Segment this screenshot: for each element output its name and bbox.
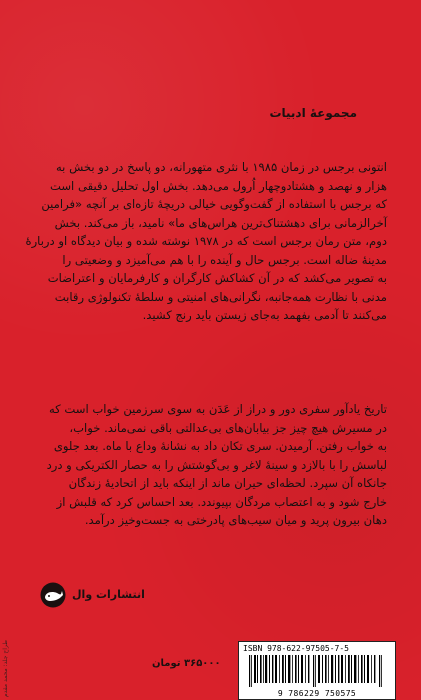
publisher-logo [40, 582, 180, 608]
barcode-digits: 9 786229 750575 [277, 689, 357, 698]
synopsis-paragraph [25, 158, 387, 325]
synopsis-line: به تصویر می‌کشد که در آن کشاکش کارگران و کارفرمایان و اعتراضات [47, 271, 387, 285]
excerpt-line: لباسش را با بالازد و سینهٔ لاغر و بی‌گوشتش را به حصار الکتریکی و درد [46, 457, 387, 472]
barcode-bars [247, 655, 387, 687]
excerpt-line: جانکاه آن سپرد. لحظه‌ای حیران ماند از اینکه باید از اتحادیهٔ زندگان [68, 476, 387, 490]
synopsis-line: می‌کنند تا آدمی بفهمد به‌جای زیستن باید رنج کشید. [142, 308, 387, 322]
synopsis-line: انتونی برجس در زمان ۱۹۸۵ با نثری متهورانه، دو پاسخ در دو بخش به [55, 160, 387, 174]
barcode [238, 641, 396, 700]
synopsis-line: هزار و نهصد و هشتادوچهار اُرول می‌دهد. بخش اول تحلیل دقیقی است [49, 178, 387, 193]
series-title: مجموعهٔ ادبیات [269, 106, 357, 120]
excerpt-paragraph [46, 400, 387, 530]
synopsis-line: مدینهٔ ضاله است. برجس حال و آینده را با هم می‌آمیزد و وضعیتی را [62, 252, 387, 267]
isbn-number: ISBN 978-622-97505-7-5 [243, 644, 349, 653]
excerpt-line: خارج شود و به اعتصاب مردگان بپیوندد. بعد احساس کرد که قلبش از [56, 494, 387, 509]
synopsis-line: که برجس با استفاده از گفت‌وگویی خیالی دریچهٔ تازه‌ای بر آنچه «فرامین [41, 197, 387, 211]
synopsis-line: مدنی با نظارت همه‌جانبه، نگرانی‌های امنیتی و سلطهٔ تکنولوژی رقابت [54, 289, 387, 304]
excerpt-line: دهان بیرون پرید و میان سیب‌های پادرختی به جست‌وخیز درآمد. [84, 513, 387, 527]
cover-designer-credit: طراح جلد: محمد مقدم [2, 640, 9, 698]
synopsis-line: آخرالزمانی برای دهشتناک‌ترین هراس‌های ما» نامید، باز می‌کند. بخش [54, 215, 387, 230]
excerpt-line: تاریخ یادآور سفری دور و دراز از عَدَن به سوی سرزمین خواب است که [48, 402, 387, 416]
publisher-name: انتشارات وال [72, 588, 145, 601]
excerpt-line: به خواب رفتن. آرمیدن. سری تکان داد به نشانهٔ وداع با ماه. بعد جلوی [53, 439, 387, 453]
synopsis-line: دوم، متن رمان برجس است که در ۱۹۷۸ نوشته شده و بیان دیدگاه او دربارهٔ [25, 234, 387, 248]
whale-icon [40, 582, 66, 608]
excerpt-line: در مسیرش هیچ چیز جز بیابان‌های بی‌عدالتی باقی نمی‌ماند. خواب، [69, 420, 387, 435]
price-label: ۳۶۵۰۰۰ تومان [152, 658, 221, 669]
